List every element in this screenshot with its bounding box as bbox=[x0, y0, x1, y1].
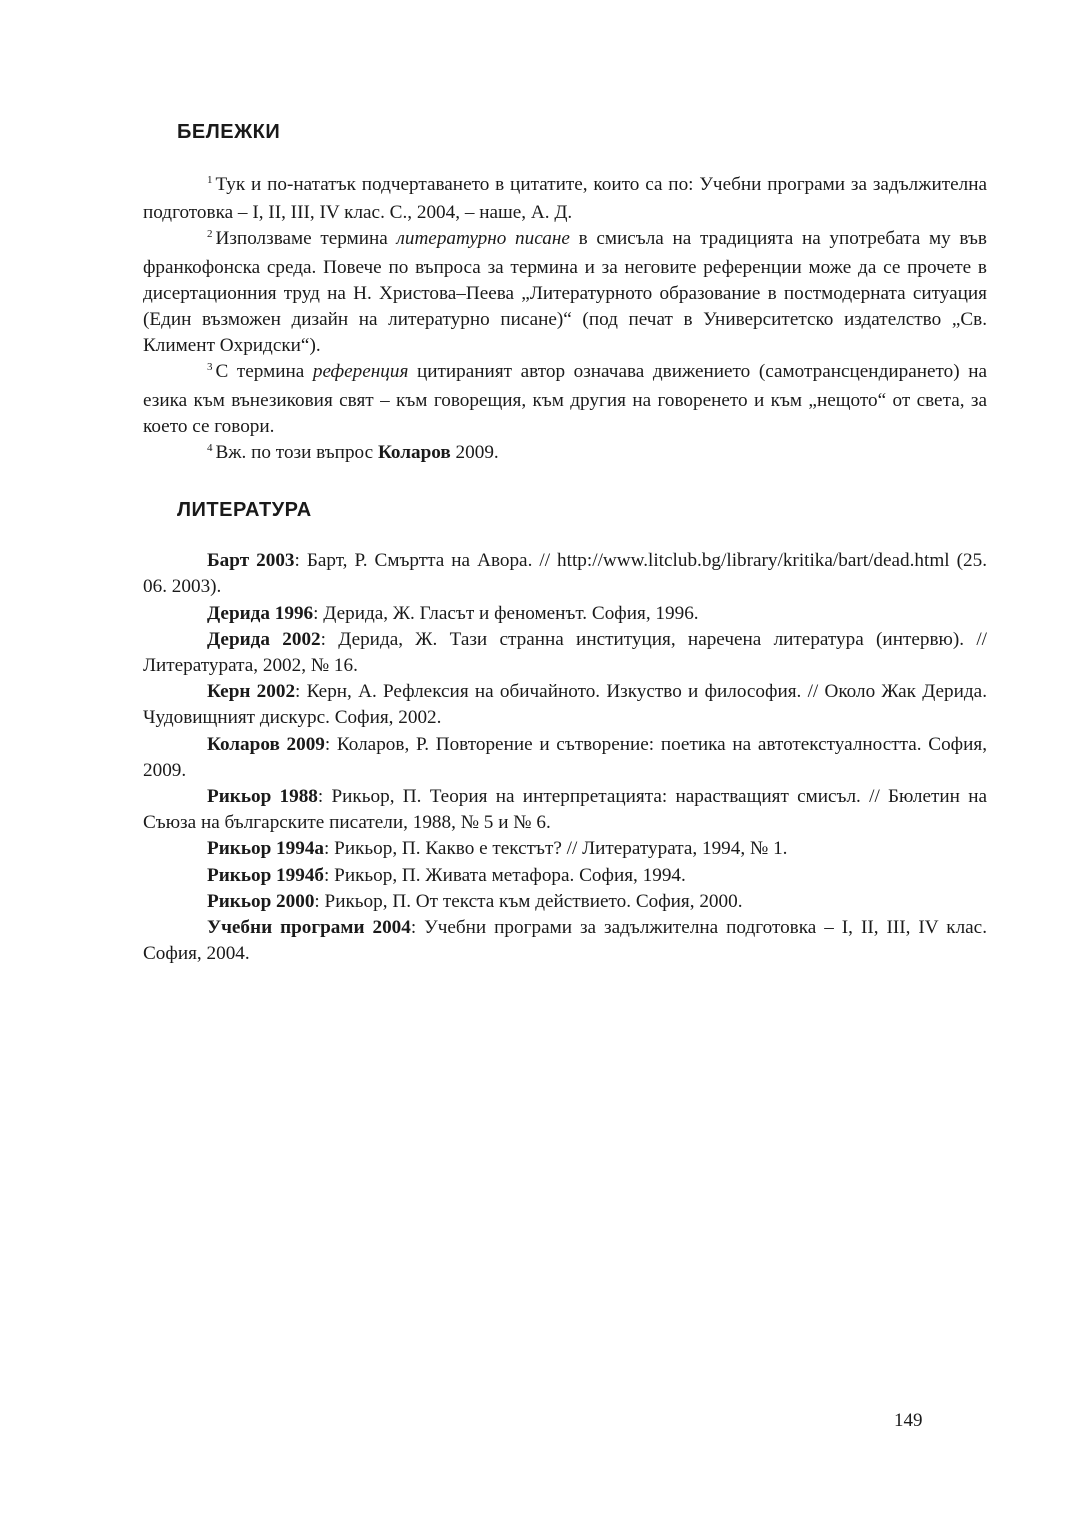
note-text: Вж. по този въпрос bbox=[215, 442, 378, 464]
reference-text: : Дерида, Ж. Гласът и феноменът. София, 1996. bbox=[313, 602, 699, 624]
note-text: С термина bbox=[215, 361, 313, 383]
reference-key: Рикьор 1988 bbox=[207, 786, 318, 808]
note-number: 3 bbox=[207, 361, 213, 374]
note-1 bbox=[143, 172, 987, 226]
note-text: Тук и по-нататък подчертаването в цитатите, които са по: Учебни програми за задължителна подготовка – I, II, III, IV клас. С., 2004, – наше, А. Д. bbox=[143, 174, 987, 224]
reference-entry bbox=[143, 915, 987, 967]
note-number: 2 bbox=[207, 228, 213, 241]
reference-key: Рикьор 1994а bbox=[207, 838, 325, 860]
reference-text: : Учебни програми за задължителна подготовка – I, II, III, IV клас. София, 2004. bbox=[143, 917, 987, 965]
note-text: 2009. bbox=[450, 442, 499, 464]
reference-text: : Рикьор, П. Живата метафора. София, 1994. bbox=[324, 864, 686, 886]
note-bold-author: Коларов bbox=[377, 442, 451, 464]
page-number: 149 bbox=[894, 1410, 923, 1431]
note-text: цитираният автор означава движението (самотрансцендирането) на езика към вънезиковия свят – към говорещия, към другия на говоренето и към „нещото“ от света, за което се говори. bbox=[143, 361, 987, 437]
reference-key: Керн 2002 bbox=[207, 681, 296, 703]
note-number: 1 bbox=[207, 174, 213, 186]
note-number: 4 bbox=[207, 442, 213, 455]
note-4 bbox=[143, 440, 987, 468]
reference-text: : Рикьор, П. Теория на интерпретацията: нарастващият смисъл. // Бюлетин на Съюза на българските писатели, 1988, № 5 и № 6. bbox=[143, 786, 987, 834]
reference-text: : Керн, А. Рефлексия на обичайното. Изкуство и философия. // Около Жак Дерида. Чудовищният дискурс. София, 2002. bbox=[143, 681, 987, 729]
reference-entry bbox=[143, 732, 987, 784]
reference-text: : Дерида, Ж. Тази странна институция, наречена литература (интервю). // Литературата, 2002, № 16. bbox=[143, 628, 987, 677]
page-content bbox=[143, 118, 987, 967]
reference-key: Коларов 2009 bbox=[207, 733, 325, 755]
reference-text: : Барт, Р. Смъртта на Авора. // http://www.litclub.bg/library/kritika/bart/​dead.html (25. 06. 2003). bbox=[143, 550, 987, 598]
reference-key: Учебни програми 2004 bbox=[207, 917, 411, 939]
reference-key: Барт 2003 bbox=[207, 550, 295, 572]
reference-entry bbox=[143, 679, 987, 731]
reference-key: Дерида 1996 bbox=[207, 602, 314, 624]
note-italic-term: литературно писане bbox=[396, 228, 570, 250]
references-list bbox=[143, 548, 987, 967]
note-2 bbox=[143, 226, 987, 359]
reference-key: Рикьор 2000 bbox=[207, 890, 315, 912]
reference-entry bbox=[143, 627, 987, 679]
reference-text: : Рикьор, П. Какво е текстът? // Литературата, 1994, № 1. bbox=[324, 838, 788, 860]
reference-entry bbox=[143, 863, 987, 889]
reference-entry bbox=[143, 548, 987, 600]
reference-entry bbox=[143, 784, 987, 836]
reference-key: Рикьор 1994б bbox=[207, 864, 325, 886]
note-italic-term: референция bbox=[312, 361, 409, 383]
notes-list bbox=[143, 172, 987, 468]
reference-text: : Рикьор, П. От текста към действието. София, 2000. bbox=[314, 890, 743, 912]
reference-text: : Коларов, Р. Повторение и сътворение: поетика на автотекстуалността. София, 2009. bbox=[143, 733, 987, 781]
note-text: в смисъла на традицията на употребата му във франкофонска среда. Повече по въпроса за термина и за неговите референции може да се прочете в дисертационния труд на Н. Христова–Пеева „Литературното образование в постмодерната ситуация (Един възможен дизайн на литературно писане)“ (под печат в Университетско издателство „Св. Климент Охридски“). bbox=[143, 228, 987, 357]
literature-heading: ЛИТЕРАТУРА bbox=[177, 499, 312, 522]
reference-entry bbox=[143, 836, 987, 862]
notes-heading: БЕЛЕЖКИ bbox=[177, 121, 281, 143]
note-3 bbox=[143, 359, 987, 440]
reference-entry bbox=[143, 889, 987, 915]
reference-key: Дерида 2002 bbox=[207, 628, 321, 650]
note-text: Използваме термина bbox=[215, 228, 397, 250]
reference-entry bbox=[143, 601, 987, 627]
